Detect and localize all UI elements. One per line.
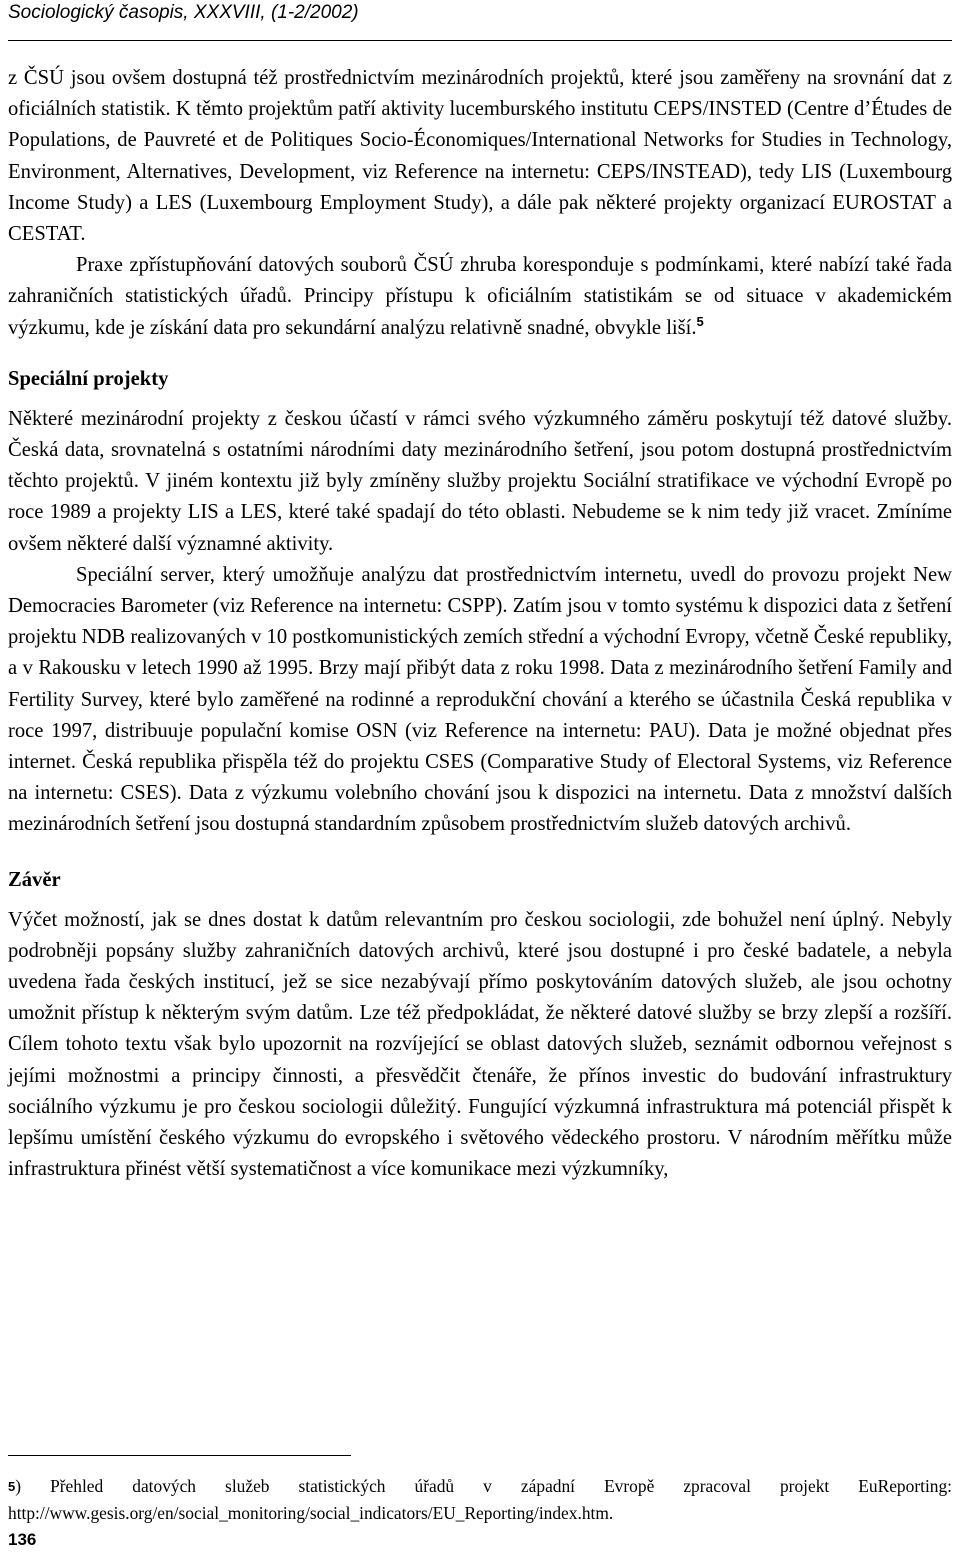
article-body: [8, 63, 952, 1186]
paragraph-4: Speciální server, který umožňuje analýzu dat prostřednictvím internetu, uvedl do provozu projekt New Democracies Barometer (viz Reference na internetu: CSPP). Zatím jsou v tomto systému k dispozici data z šetření projektu NDB realizovaných v 10 postkomunistických zemích střední a východní Evropy, včetně České republiky, a v Rakousku v letech 1990 až 1995. Brzy mají přibýt data z roku 1998. Data z mezinárodního šetření Family and Fertility Survey, které bylo zaměřené na rodinné a reprodukční chování a kterého se účastnila Česká republika v roce 1997, distribuuje populační komise OSN (viz Reference na internetu: PAU). Data je možné objednat přes internet. Česká republika přispěla též do projektu CSES (Comparative Study of Electoral Systems, viz Reference na internetu: CSES). Data z výzkumu volebního chování jsou k dispozici na internetu. Data z množství dalších mezinárodních šetření jsou dostupná standardním způsobem prostřednictvím služeb datových archivů.: [8, 563, 952, 836]
footnote-rule: [8, 1455, 351, 1456]
footnote-text: ) Přehled datových služeb statistických úřadů v západní Evropě zpracoval projekt EuReporting: http://www.gesis.org/en/social_monitoring/social_indicators/EU_Reporting/index.htm.: [8, 1476, 952, 1523]
section-heading-special-projects: Speciální projekty: [8, 367, 169, 390]
header-rule: [8, 40, 952, 41]
paragraph-5: Výčet možností, jak se dnes dostat k datům relevantním pro českou sociologii, zde bohužel není úplný. Nebyly podrobněji popsány služby zahraničních datových archivů, které jsou dostupné i pro české badatele, a nebyla uvedena řada českých institucí, jež se sice nezabývají přímo poskytováním datových služeb, ale jsou ochotny umožnit přístup k některým svým datům. Lze též předpokládat, že některé datové služby se brzy zlepší a rozšíří. Cílem tohoto textu však bylo upozornit na rozvíjející se oblast datových služeb, seznámit odbornou veřejnost s jejími možnostmi a principy činnosti, a přesvědčit čtenáře, že přínos investic do budování infrastruktury sociálního výzkumu je pro českou sociologii důležitý. Fungující výzkumná infrastruktura má potenciál přispět k lepšímu umístění českého výzkumu do evropského i světového vědeckého prostoru. V národním měřítku může infrastruktura přinést větší systematičnost a více komunikace mezi výzkumníky,: [8, 908, 952, 1181]
footnote-reference[interactable]: 5: [696, 313, 704, 329]
page-number: 136: [8, 1530, 37, 1549]
paragraph-3: Některé mezinárodní projekty z českou účastí v rámci svého výzkumného záměru poskytují též datové služby. Česká data, srovnatelná s ostatními národními daty mezinárodního šetření, jsou potom dostupná prostřednictvím těchto projektů. V jiném kontextu již byly zmíněny služby projektu Sociální stratifikace ve východní Evropě po roce 1989 a projekty LIS a LES, které také spadají do této oblasti. Nebudeme se k nim tedy již vracet. Zmíníme ovšem některé další významné aktivity.: [8, 407, 952, 555]
section-heading-conclusion: Závěr: [8, 868, 61, 891]
running-head: Sociologický časopis, XXXVIII, (1-2/2002): [8, 2, 359, 23]
footnote-number: 5: [8, 1479, 16, 1494]
paragraph-1: z ČSÚ jsou ovšem dostupná též prostřednictvím mezinárodních projektů, které jsou zaměřeny na srovnání dat z oficiálních statistik. K těmto projektům patří aktivity lucemburského institutu CEPS/INSTED (Centre d’Études de Populations, de Pauvreté et de Politiques Socio-Économiques/International Networks for Studies in Technology, Environment, Alternatives, Development, viz Reference na internetu: CEPS/INSTEAD), tedy LIS (Luxembourg Income Study) a LES (Luxembourg Employment Study), a dále pak některé projekty organizací EUROSTAT a CESTAT.: [8, 67, 952, 246]
footnote: [8, 1473, 952, 1527]
paragraph-2: [8, 250, 952, 344]
paragraph-2-text: Praxe zpřístupňování datových souborů ČSÚ zhruba koresponduje s podmínkami, které nabízí také řada zahraničních statistických úřadů. Principy přístupu k oficiálním statistikám se od situace v akademickém výzkumu, kde je získání data pro sekundární analýzu relativně snadné, obvykle liší.: [8, 254, 952, 339]
